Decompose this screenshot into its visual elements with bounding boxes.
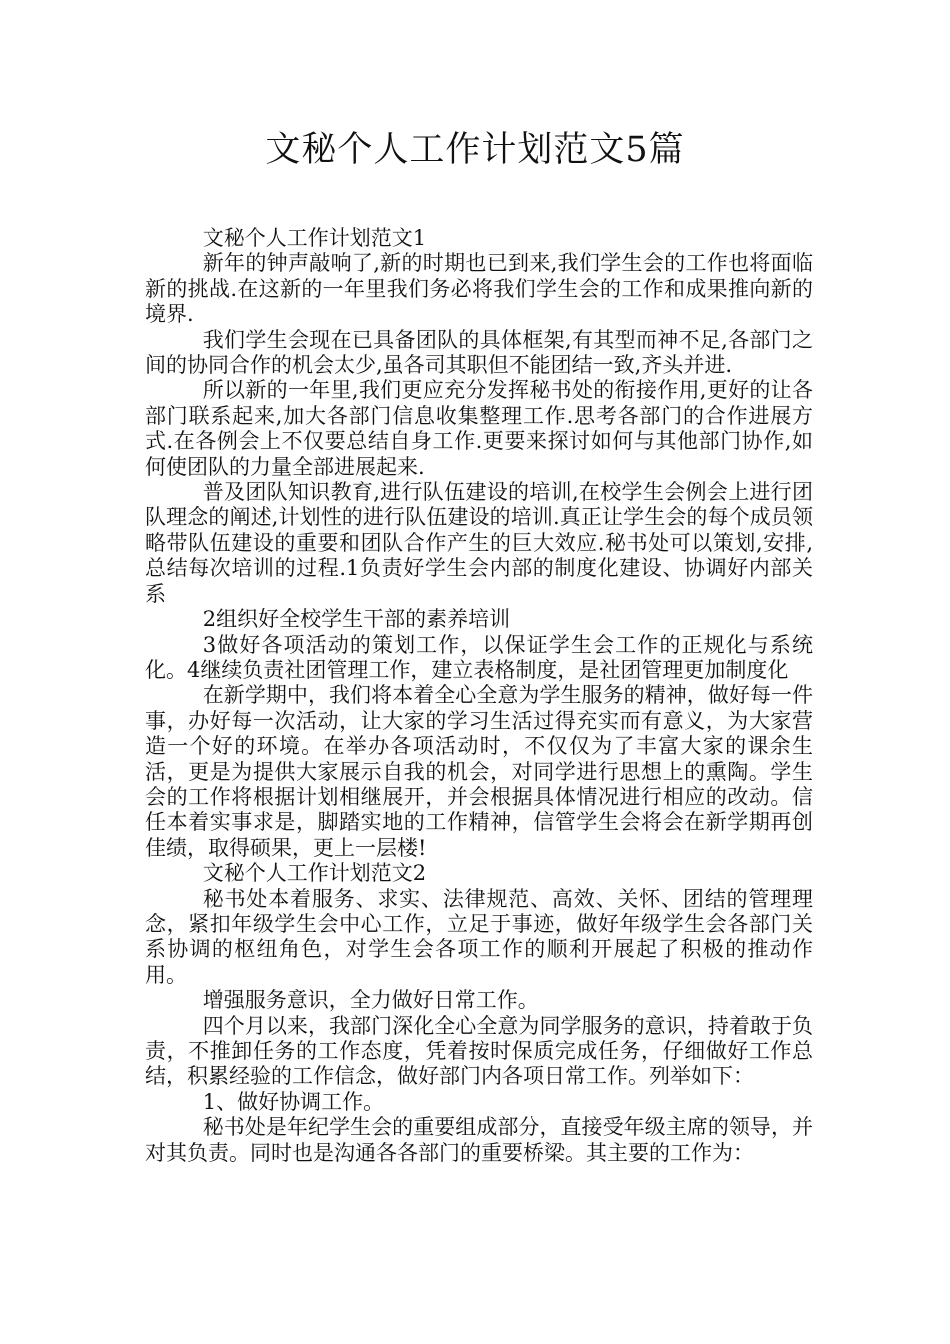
document-body [145,226,813,1166]
document-title: 文秘个人工作计划范文5篇 [265,130,685,170]
paragraph: 秘书处是年纪学生会的重要组成部分，直接受年级主席的领导，并对其负责。同时也是沟通各各部门的重要桥梁。其主要的工作为： [145,1115,813,1165]
paragraph: 我们学生会现在已具备团队的具体框架,有其型而神不足,各部门之间的协同合作的机会太少,虽各司其职但不能团结一致,齐头并进. [145,327,813,378]
paragraph: 在新学期中，我们将本着全心全意为学生服务的精神，做好每一件事，办好每一次活动，让大家的学习生活过得充实而有意义，为大家营造一个好的环境。在举办各项活动时，不仅仅为了丰富大家的课余生活，更是为提供大家展示自我的机会，对同学进行思想上的熏陶。学生会的工作将根据计划相继展开，并会根据具体情况进行相应的改动。信任本着实事求是，脚踏实地的工作精神，信管学生会将会在新学期再创佳绩，取得硕果，更上一层楼! [145,683,813,860]
paragraph: 四个月以来，我部门深化全心全意为同学服务的意识，持着敢于负责，不推卸任务的工作态度，凭着按时保质完成任务，仔细做好工作总结，积累经验的工作信念，做好部门内各项日常工作。列举如下： [145,1013,813,1089]
paragraph: 秘书处本着服务、求实、法律规范、高效、关怀、团结的管理理念，紧扣年级学生会中心工作，立足于事迹，做好年级学生会各部门关系协调的枢纽角色，对学生会各项工作的顺利开展起了积极的推动作用。 [145,886,813,987]
section-heading-2: 文秘个人工作计划范文2 [202,861,427,886]
paragraph: 所以新的一年里,我们更应充分发挥秘书处的衔接作用,更好的让各部门联系起来,加大各部门信息收集整理工作.思考各部门的合作进展方式.在各例会上不仅要总结自身工作.更要来探讨如何与其他部门协作,如何使团队的力量全部进展起来. [145,378,813,479]
paragraph: 新年的钟声敲响了,新的时期也已到来,我们学生会的工作也将面临新的挑战.在这新的一年里我们务必将我们学生会的工作和成果推向新的境界. [145,251,813,327]
list-item: 3做好各项活动的策划工作，以保证学生会工作的正规化与系统化。4继续负责社团管理工作，建立表格制度，是社团管理更加制度化 [145,632,813,682]
paragraph: 普及团队知识教育,进行队伍建设的培训,在校学生会例会上进行团队理念的阐述,计划性的进行队伍建设的培训.真正让学生会的每个成员领略带队伍建设的重要和团队合作产生的巨大效应.秘书处可以策划,安排,总结每次培训的过程.1负责好学生会内部的制度化建设、协调好内部关系 [145,480,813,606]
list-item: 2组织好全校学生干部的素养培训 [202,607,511,632]
section-heading-1: 文秘个人工作计划范文1 [202,226,427,250]
paragraph: 增强服务意识，全力做好日常工作。 [202,988,539,1013]
list-item: 1、做好协调工作。 [202,1089,385,1114]
